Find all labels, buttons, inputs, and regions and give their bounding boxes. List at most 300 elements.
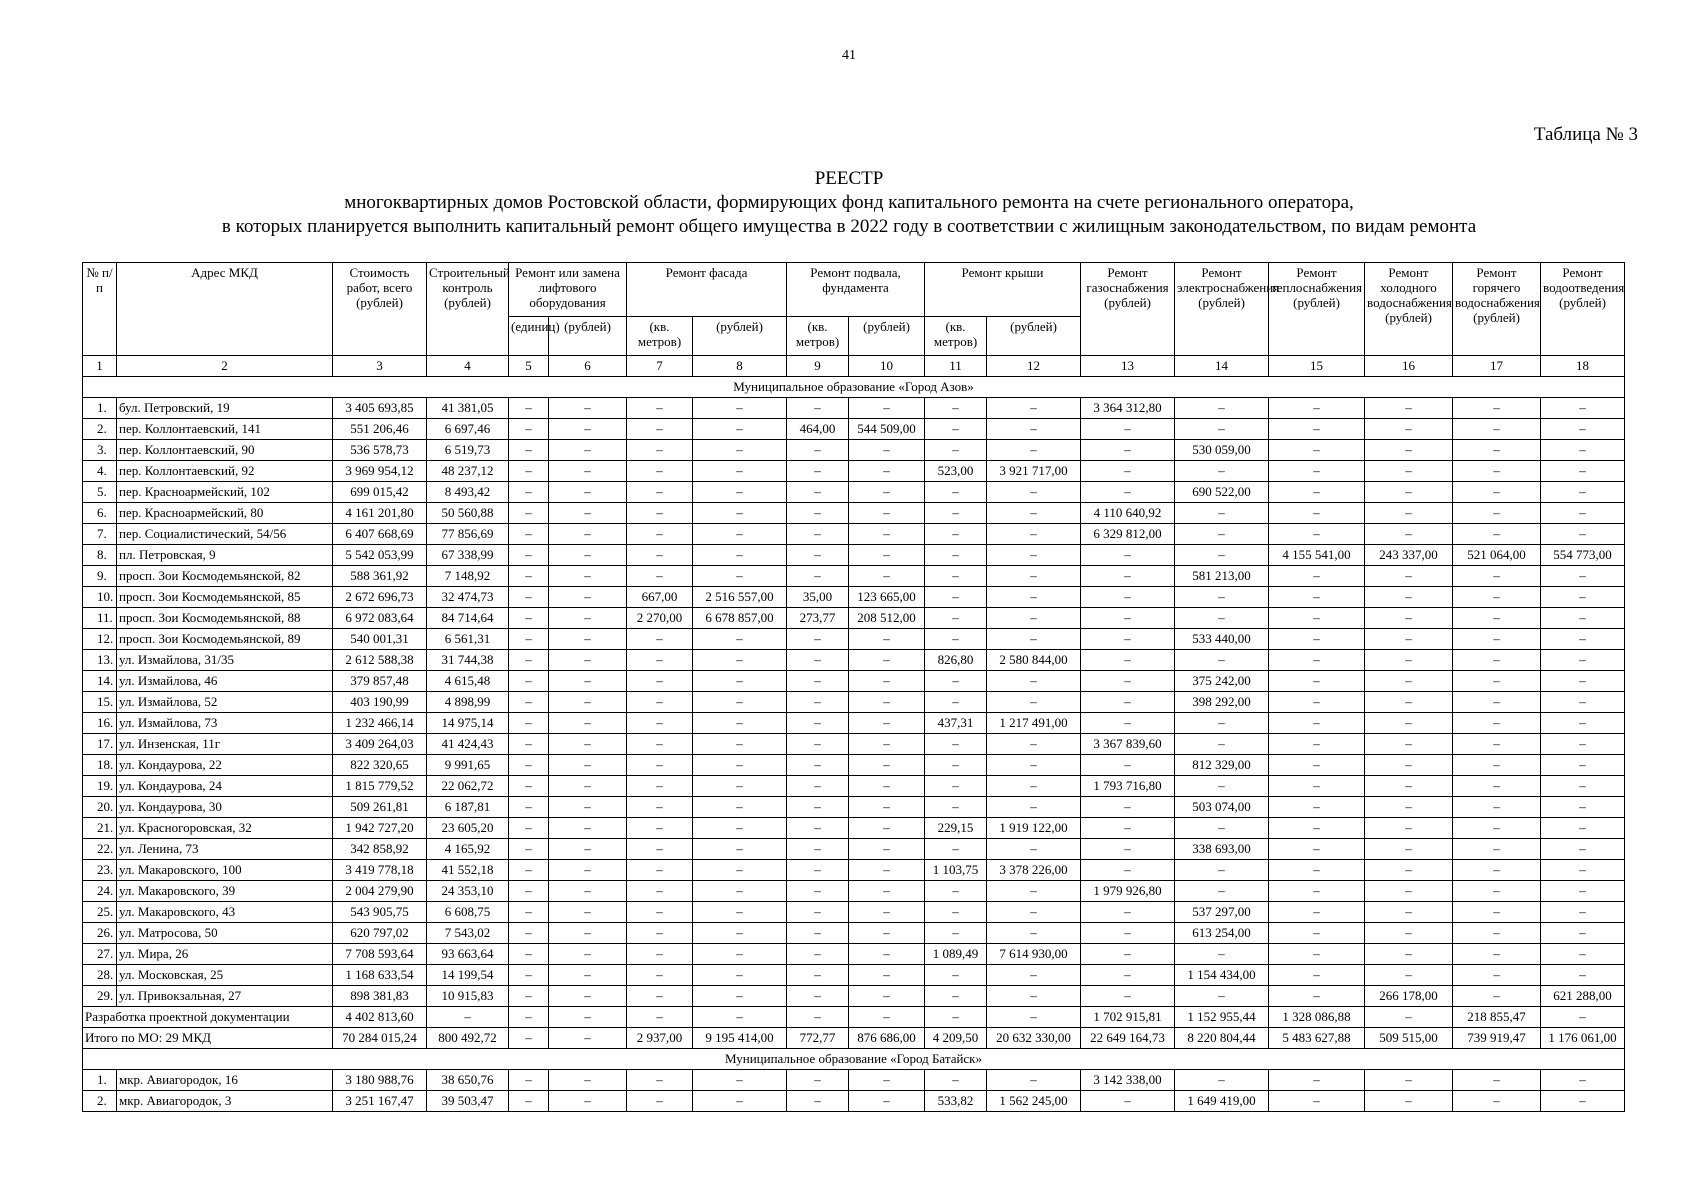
- row-value: 1 942 727,20: [333, 818, 427, 839]
- row-number: 8.: [83, 545, 117, 566]
- row-value: –: [1269, 860, 1365, 881]
- row-value: –: [1269, 587, 1365, 608]
- title-line-2: многоквартирных домов Ростовской области, формирующих фонд капитального ремонта на счете регионального оператора,: [344, 192, 1354, 213]
- row-value: 50 560,88: [427, 503, 509, 524]
- row-value: –: [1541, 608, 1625, 629]
- row-value: 7 614 930,00: [987, 944, 1081, 965]
- row-value: –: [925, 398, 987, 419]
- row-value: –: [509, 797, 549, 818]
- row-value: –: [925, 986, 987, 1007]
- row-value: 621 288,00: [1541, 986, 1625, 1007]
- table-body: [83, 356, 1625, 1112]
- row-value: –: [1175, 587, 1269, 608]
- row-value: –: [787, 923, 849, 944]
- row-value: –: [509, 881, 549, 902]
- row-value: –: [787, 692, 849, 713]
- row-value: 2 270,00: [627, 608, 693, 629]
- column-number: 4: [427, 356, 509, 377]
- row-value: 10 915,83: [427, 986, 509, 1007]
- row-value: –: [549, 923, 627, 944]
- row-value: –: [627, 881, 693, 902]
- row-value: –: [1081, 587, 1175, 608]
- row-value: –: [925, 692, 987, 713]
- row-value: –: [1269, 629, 1365, 650]
- row-value: –: [1541, 818, 1625, 839]
- row-value: –: [849, 818, 925, 839]
- row-value: –: [849, 398, 925, 419]
- row-value: 32 474,73: [427, 587, 509, 608]
- column-number: 5: [509, 356, 549, 377]
- row-number: 6.: [83, 503, 117, 524]
- row-value: –: [693, 1091, 787, 1112]
- summary-value: 1 176 061,00: [1541, 1028, 1625, 1049]
- row-value: –: [1269, 650, 1365, 671]
- row-value: 6 329 812,00: [1081, 524, 1175, 545]
- row-value: –: [627, 545, 693, 566]
- row-value: –: [1365, 629, 1453, 650]
- row-value: 6 972 083,64: [333, 608, 427, 629]
- row-value: 3 364 312,80: [1081, 398, 1175, 419]
- row-value: –: [1453, 419, 1541, 440]
- header-hot-water: Ремонт горячего водоснабжения (рублей): [1453, 263, 1541, 356]
- row-value: –: [549, 671, 627, 692]
- row-value: 523,00: [925, 461, 987, 482]
- column-number: 16: [1365, 356, 1453, 377]
- column-number: 8: [693, 356, 787, 377]
- table-row: [83, 986, 1625, 1007]
- row-value: –: [549, 650, 627, 671]
- row-value: –: [627, 965, 693, 986]
- row-value: –: [987, 398, 1081, 419]
- row-value: 123 665,00: [849, 587, 925, 608]
- row-value: –: [1269, 755, 1365, 776]
- row-value: 1 649 419,00: [1175, 1091, 1269, 1112]
- table-row: [83, 440, 1625, 461]
- row-value: –: [509, 671, 549, 692]
- header-roof: Ремонт крыши: [925, 263, 1081, 317]
- row-value: –: [1081, 902, 1175, 923]
- row-value: –: [509, 965, 549, 986]
- row-value: –: [1175, 650, 1269, 671]
- row-value: –: [627, 818, 693, 839]
- column-number: 14: [1175, 356, 1269, 377]
- row-value: –: [1175, 545, 1269, 566]
- table-row: [83, 902, 1625, 923]
- row-value: –: [1081, 440, 1175, 461]
- row-value: –: [549, 818, 627, 839]
- summary-value: 20 632 330,00: [987, 1028, 1081, 1049]
- summary-value: –: [1365, 1007, 1453, 1028]
- row-value: 533,82: [925, 1091, 987, 1112]
- row-value: 613 254,00: [1175, 923, 1269, 944]
- row-value: –: [787, 776, 849, 797]
- row-value: –: [787, 755, 849, 776]
- row-value: 67 338,99: [427, 545, 509, 566]
- row-value: 437,31: [925, 713, 987, 734]
- row-value: –: [549, 965, 627, 986]
- row-value: –: [627, 629, 693, 650]
- row-value: –: [693, 1070, 787, 1091]
- row-value: –: [693, 839, 787, 860]
- row-value: –: [987, 965, 1081, 986]
- row-value: 14 975,14: [427, 713, 509, 734]
- row-value: –: [1081, 755, 1175, 776]
- row-value: –: [627, 419, 693, 440]
- table-row: [83, 461, 1625, 482]
- row-value: –: [925, 671, 987, 692]
- column-number: 9: [787, 356, 849, 377]
- row-value: 3 969 954,12: [333, 461, 427, 482]
- row-value: –: [693, 818, 787, 839]
- row-value: –: [1453, 713, 1541, 734]
- header-facade-sqm: (кв. метров): [627, 317, 693, 356]
- header-drainage: Ремонт водоотведения (рублей): [1541, 263, 1625, 356]
- table-row: [83, 881, 1625, 902]
- row-value: –: [925, 776, 987, 797]
- row-value: –: [693, 503, 787, 524]
- row-address: пер. Коллонтаевский, 141: [117, 419, 333, 440]
- row-value: –: [925, 755, 987, 776]
- row-value: 509 261,81: [333, 797, 427, 818]
- row-value: –: [849, 671, 925, 692]
- row-value: –: [693, 923, 787, 944]
- row-value: –: [1269, 482, 1365, 503]
- row-value: –: [627, 944, 693, 965]
- row-number: 24.: [83, 881, 117, 902]
- row-address: ул. Красногоровская, 32: [117, 818, 333, 839]
- row-value: –: [1453, 944, 1541, 965]
- row-value: –: [987, 692, 1081, 713]
- row-value: 4 898,99: [427, 692, 509, 713]
- row-value: –: [509, 587, 549, 608]
- row-address: мкр. Авиагородок, 16: [117, 1070, 333, 1091]
- row-value: 2 004 279,90: [333, 881, 427, 902]
- row-value: –: [1453, 1091, 1541, 1112]
- row-value: –: [693, 692, 787, 713]
- row-address: ул. Московская, 25: [117, 965, 333, 986]
- row-value: –: [509, 608, 549, 629]
- row-value: –: [1269, 713, 1365, 734]
- row-value: –: [1269, 608, 1365, 629]
- row-value: –: [987, 986, 1081, 1007]
- summary-value: 70 284 015,24: [333, 1028, 427, 1049]
- row-address: пер. Красноармейский, 102: [117, 482, 333, 503]
- row-value: –: [787, 482, 849, 503]
- row-number: 27.: [83, 944, 117, 965]
- table-row: [83, 545, 1625, 566]
- row-value: –: [1269, 734, 1365, 755]
- summary-row: [83, 1028, 1625, 1049]
- row-value: –: [787, 1070, 849, 1091]
- row-value: –: [1541, 797, 1625, 818]
- row-value: –: [787, 734, 849, 755]
- table-row: [83, 860, 1625, 881]
- row-address: пер. Коллонтаевский, 90: [117, 440, 333, 461]
- row-value: –: [549, 524, 627, 545]
- row-value: –: [849, 692, 925, 713]
- table-row: [83, 839, 1625, 860]
- table-row: [83, 797, 1625, 818]
- row-value: 6 608,75: [427, 902, 509, 923]
- row-value: –: [1175, 986, 1269, 1007]
- row-value: –: [1365, 818, 1453, 839]
- row-address: ул. Мира, 26: [117, 944, 333, 965]
- table-row: [83, 482, 1625, 503]
- row-value: –: [627, 524, 693, 545]
- row-value: –: [1541, 398, 1625, 419]
- row-value: 521 064,00: [1453, 545, 1541, 566]
- row-value: –: [1365, 734, 1453, 755]
- row-value: 4 155 541,00: [1269, 545, 1365, 566]
- row-value: –: [693, 860, 787, 881]
- row-number: 22.: [83, 839, 117, 860]
- row-value: –: [925, 419, 987, 440]
- summary-value: –: [427, 1007, 509, 1028]
- row-value: 375 242,00: [1175, 671, 1269, 692]
- row-value: –: [1365, 902, 1453, 923]
- row-value: –: [549, 692, 627, 713]
- row-address: ул. Инзенская, 11г: [117, 734, 333, 755]
- row-value: –: [1081, 797, 1175, 818]
- row-value: 543 905,75: [333, 902, 427, 923]
- row-number: 17.: [83, 734, 117, 755]
- row-value: 208 512,00: [849, 608, 925, 629]
- table-row: [83, 608, 1625, 629]
- row-value: –: [987, 503, 1081, 524]
- summary-value: 8 220 804,44: [1175, 1028, 1269, 1049]
- row-number: 29.: [83, 986, 117, 1007]
- row-value: –: [1541, 629, 1625, 650]
- row-value: –: [693, 755, 787, 776]
- row-value: –: [1081, 608, 1175, 629]
- summary-value: 1 152 955,44: [1175, 1007, 1269, 1028]
- row-value: –: [549, 860, 627, 881]
- registry-table: [82, 262, 1625, 1112]
- row-value: –: [693, 986, 787, 1007]
- row-value: 403 190,99: [333, 692, 427, 713]
- row-value: –: [925, 881, 987, 902]
- title-line-3: в которых планируется выполнить капитальный ремонт общего имущества в 2022 году в соответствии с жилищным законодательством, по видам ремонта: [221, 216, 1477, 237]
- row-value: –: [693, 650, 787, 671]
- summary-value: 22 649 164,73: [1081, 1028, 1175, 1049]
- row-value: –: [1365, 1070, 1453, 1091]
- row-value: –: [1081, 692, 1175, 713]
- row-value: –: [549, 1091, 627, 1112]
- row-value: –: [693, 734, 787, 755]
- row-value: 3 405 693,85: [333, 398, 427, 419]
- row-value: 2 516 557,00: [693, 587, 787, 608]
- row-value: –: [693, 419, 787, 440]
- row-value: –: [849, 860, 925, 881]
- table-row: [83, 755, 1625, 776]
- row-value: –: [1081, 629, 1175, 650]
- row-value: –: [627, 839, 693, 860]
- row-value: –: [1365, 860, 1453, 881]
- row-value: –: [849, 461, 925, 482]
- row-address: пер. Коллонтаевский, 92: [117, 461, 333, 482]
- row-value: –: [787, 965, 849, 986]
- row-number: 16.: [83, 713, 117, 734]
- row-value: –: [627, 1091, 693, 1112]
- row-value: 4 110 640,92: [1081, 503, 1175, 524]
- header-basement-rubles: (рублей): [849, 317, 925, 356]
- row-value: –: [987, 776, 1081, 797]
- row-number: 25.: [83, 902, 117, 923]
- row-value: 48 237,12: [427, 461, 509, 482]
- row-value: –: [1453, 440, 1541, 461]
- row-number: 14.: [83, 671, 117, 692]
- table-row: [83, 566, 1625, 587]
- row-value: –: [509, 545, 549, 566]
- summary-value: 509 515,00: [1365, 1028, 1453, 1049]
- row-value: –: [549, 734, 627, 755]
- row-value: –: [509, 482, 549, 503]
- row-value: –: [693, 797, 787, 818]
- table-label: Таблица № 3: [1533, 124, 1638, 145]
- row-value: –: [787, 818, 849, 839]
- row-number: 3.: [83, 440, 117, 461]
- row-value: –: [849, 482, 925, 503]
- row-address: бул. Петровский, 19: [117, 398, 333, 419]
- row-value: –: [693, 965, 787, 986]
- row-value: –: [693, 398, 787, 419]
- row-value: –: [1269, 839, 1365, 860]
- row-value: –: [1541, 503, 1625, 524]
- row-value: 342 858,92: [333, 839, 427, 860]
- row-value: –: [849, 713, 925, 734]
- row-value: –: [1453, 650, 1541, 671]
- row-value: –: [627, 797, 693, 818]
- row-address: ул. Измайлова, 73: [117, 713, 333, 734]
- header-facade-rubles: (рублей): [693, 317, 787, 356]
- row-value: 41 424,43: [427, 734, 509, 755]
- row-value: –: [1081, 818, 1175, 839]
- row-value: –: [1541, 482, 1625, 503]
- row-value: 3 180 988,76: [333, 1070, 427, 1091]
- row-value: –: [987, 671, 1081, 692]
- row-value: –: [509, 1070, 549, 1091]
- row-value: –: [1365, 398, 1453, 419]
- row-value: –: [1269, 818, 1365, 839]
- row-value: –: [627, 482, 693, 503]
- row-number: 2.: [83, 1091, 117, 1112]
- row-value: –: [987, 797, 1081, 818]
- row-value: –: [1541, 881, 1625, 902]
- row-value: –: [549, 503, 627, 524]
- row-value: –: [849, 986, 925, 1007]
- row-number: 20.: [83, 797, 117, 818]
- row-value: –: [987, 524, 1081, 545]
- row-value: –: [627, 986, 693, 1007]
- header-lift-units: (единиц): [509, 317, 549, 356]
- row-value: –: [1081, 944, 1175, 965]
- row-value: –: [509, 629, 549, 650]
- row-value: –: [1081, 713, 1175, 734]
- row-value: –: [1081, 545, 1175, 566]
- row-value: –: [787, 629, 849, 650]
- row-value: –: [1453, 608, 1541, 629]
- header-num: № п/п: [83, 263, 117, 356]
- row-value: 398 292,00: [1175, 692, 1269, 713]
- summary-value: 1 702 915,81: [1081, 1007, 1175, 1028]
- row-number: 2.: [83, 419, 117, 440]
- row-value: –: [987, 587, 1081, 608]
- row-value: –: [1541, 524, 1625, 545]
- row-value: –: [1453, 503, 1541, 524]
- row-value: 243 337,00: [1365, 545, 1453, 566]
- row-value: –: [1453, 566, 1541, 587]
- row-value: –: [1081, 650, 1175, 671]
- table-row: [83, 713, 1625, 734]
- row-value: 1 217 491,00: [987, 713, 1081, 734]
- row-value: –: [627, 566, 693, 587]
- row-value: –: [1081, 986, 1175, 1007]
- row-number: 21.: [83, 818, 117, 839]
- row-value: –: [1541, 944, 1625, 965]
- row-value: –: [549, 902, 627, 923]
- summary-value: 800 492,72: [427, 1028, 509, 1049]
- row-value: 544 509,00: [849, 419, 925, 440]
- summary-value: 4 402 813,60: [333, 1007, 427, 1028]
- summary-row: [83, 1007, 1625, 1028]
- row-value: –: [549, 419, 627, 440]
- row-value: –: [849, 944, 925, 965]
- row-value: –: [787, 881, 849, 902]
- row-number: 19.: [83, 776, 117, 797]
- row-value: –: [1453, 860, 1541, 881]
- table-row: [83, 965, 1625, 986]
- table-row: [83, 923, 1625, 944]
- row-number: 15.: [83, 692, 117, 713]
- row-value: –: [1541, 1091, 1625, 1112]
- row-value: –: [1365, 608, 1453, 629]
- row-number: 23.: [83, 860, 117, 881]
- column-number: 7: [627, 356, 693, 377]
- row-value: –: [1365, 566, 1453, 587]
- summary-value: –: [509, 1028, 549, 1049]
- row-value: 536 578,73: [333, 440, 427, 461]
- row-value: 273,77: [787, 608, 849, 629]
- table-row: [83, 944, 1625, 965]
- row-value: –: [1453, 965, 1541, 986]
- row-value: 540 001,31: [333, 629, 427, 650]
- summary-value: –: [549, 1007, 627, 1028]
- row-value: –: [1365, 839, 1453, 860]
- row-value: 39 503,47: [427, 1091, 509, 1112]
- row-value: 3 251 167,47: [333, 1091, 427, 1112]
- row-value: –: [987, 440, 1081, 461]
- row-value: –: [1453, 923, 1541, 944]
- row-value: 1 919 122,00: [987, 818, 1081, 839]
- row-value: –: [787, 398, 849, 419]
- row-value: –: [925, 566, 987, 587]
- summary-value: 1 328 086,88: [1269, 1007, 1365, 1028]
- row-value: –: [925, 545, 987, 566]
- row-value: –: [987, 566, 1081, 587]
- row-value: –: [693, 566, 787, 587]
- row-value: 554 773,00: [1541, 545, 1625, 566]
- row-value: –: [1269, 986, 1365, 1007]
- header-basement: Ремонт подвала, фундамента: [787, 263, 925, 317]
- row-value: –: [627, 692, 693, 713]
- row-value: –: [849, 440, 925, 461]
- column-number: 3: [333, 356, 427, 377]
- row-value: –: [549, 986, 627, 1007]
- row-value: –: [509, 818, 549, 839]
- row-value: 581 213,00: [1175, 566, 1269, 587]
- row-value: –: [787, 503, 849, 524]
- row-address: просп. Зои Космодемьянской, 82: [117, 566, 333, 587]
